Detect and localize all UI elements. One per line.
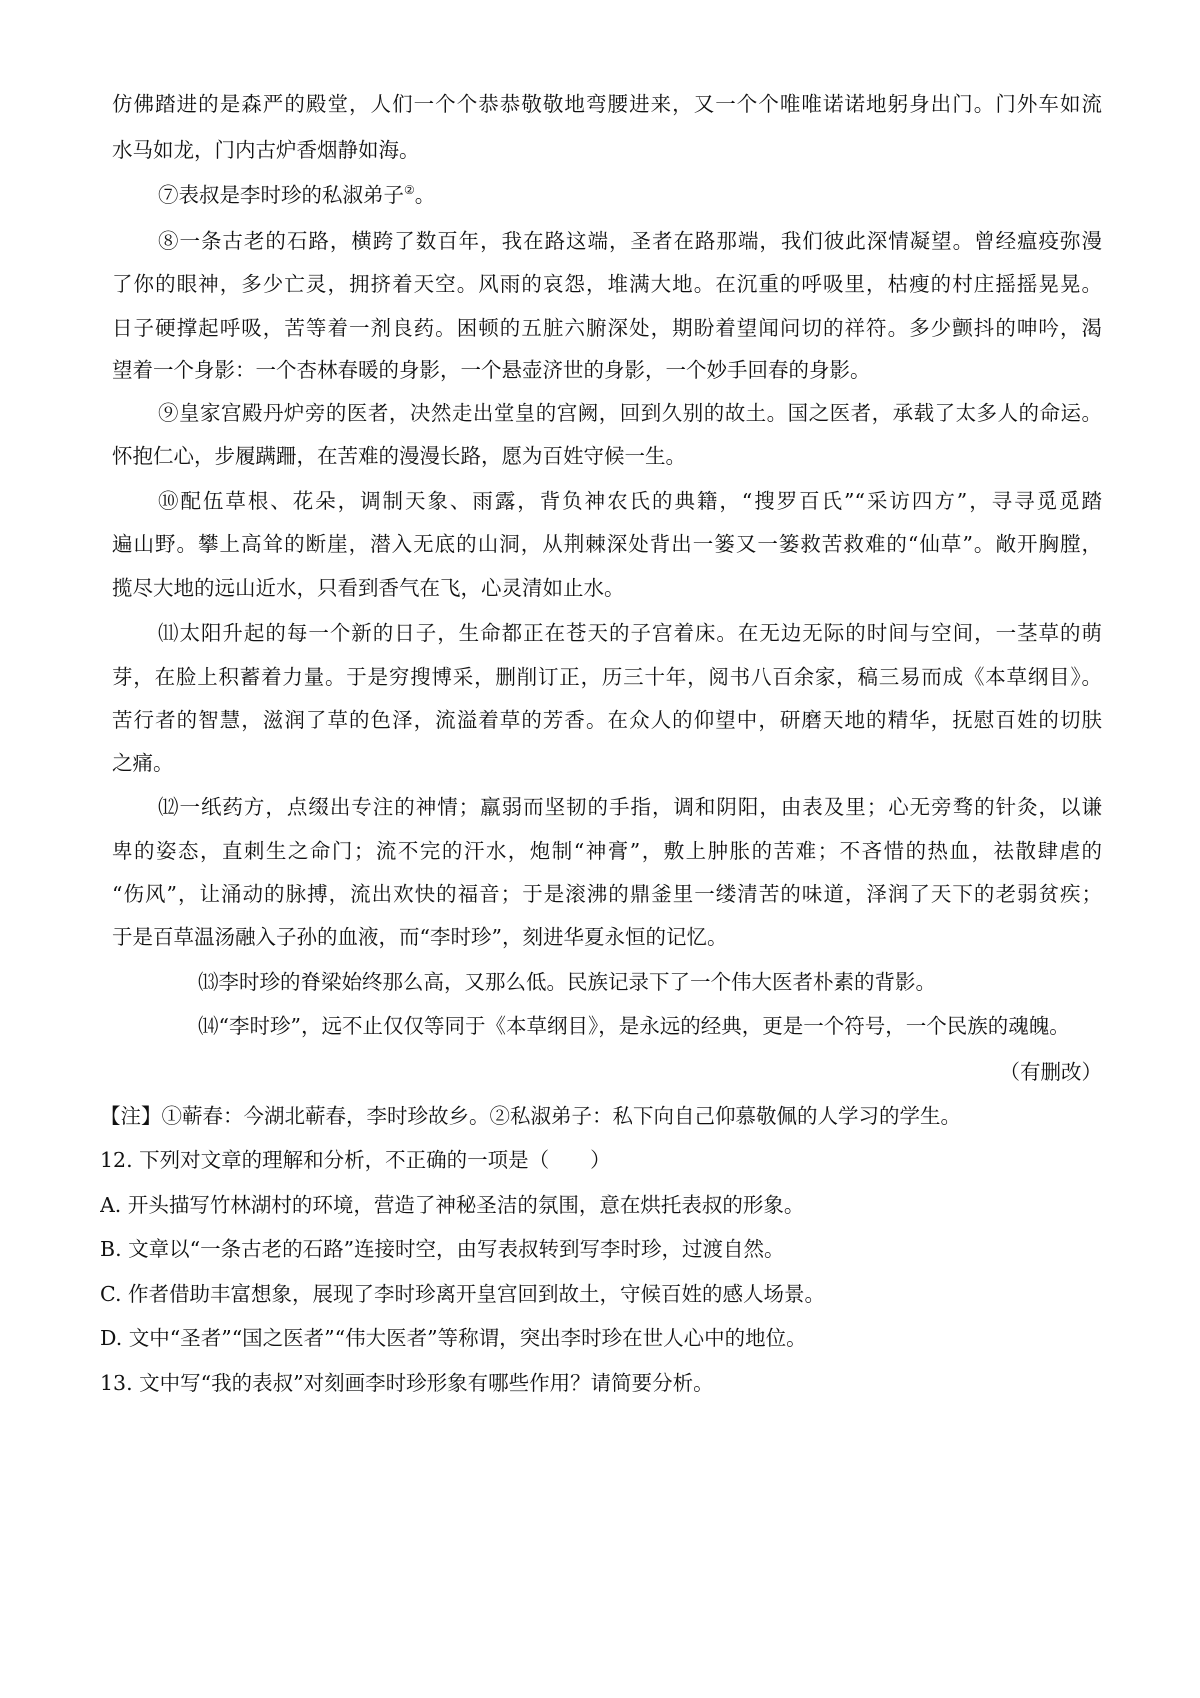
footnote-marker: ② xyxy=(404,183,415,198)
question-13: 13. 文中写“我的表叔”对刻画李时珍形象有哪些作用？请简要分析。 xyxy=(100,1371,714,1395)
paragraph-line: 了你的眼神，多少亡灵，拥挤着天空。风雨的哀怨，堆满大地。在沉重的呼吸里，枯瘦的村庄摇摇晃晃。 xyxy=(112,272,1102,296)
paragraph-text: ⑦表叔是李时珍的私淑弟子 xyxy=(158,183,404,207)
paragraph-line: “伤风”，让涌动的脉搏，流出欢快的福音；于是滚沸的鼎釜里一缕清苦的味道，泽润了天下的老弱贫疾； xyxy=(112,882,1102,906)
paragraph-line: ⒁“李时珍”，远不止仅仅等同于《本草纲目》，是永远的经典，更是一个符号，一个民族的魂魄。 xyxy=(198,1014,1070,1038)
paragraph-line: 日子硬撑起呼吸，苦等着一剂良药。困顿的五脏六腑深处，期盼着望闻问切的祥符。多少颤抖的呻吟，渴 xyxy=(112,316,1102,340)
paragraph-line: 芽，在脸上积蓄着力量。于是穷搜博采，删削订正，历三十年，阅书八百余家，稿三易而成《本草纲目》。 xyxy=(112,665,1102,689)
paragraph-line: ⑨皇家宫殿丹炉旁的医者，决然走出堂皇的宫阙，回到久别的故土。国之医者，承载了太多人的命运。 xyxy=(158,401,1102,425)
paragraph-line: 揽尽大地的远山近水，只看到香气在飞，心灵清如止水。 xyxy=(112,576,625,600)
paragraph-line: 于是百草温汤融入子孙的血液，而“李时珍”，刻进华夏永恒的记忆。 xyxy=(112,925,728,949)
option-a: A. 开头描写竹林湖村的环境，营造了神秘圣洁的氛围，意在烘托表叔的形象。 xyxy=(100,1193,805,1217)
annotation-note: 【注】①蕲春：今湖北蕲春，李时珍故乡。②私淑弟子：私下向自己仰慕敬佩的人学习的学生。 xyxy=(100,1104,961,1128)
paragraph-text: 。 xyxy=(414,183,436,207)
paragraph-line: ⑾太阳升起的每一个新的日子，生命都正在苍天的子宫着床。在无边无际的时间与空间，一茎草的萌 xyxy=(158,621,1102,645)
source-note: （有删改） xyxy=(999,1060,1102,1084)
paragraph-line: 之痛。 xyxy=(112,751,174,775)
paragraph-line: 怀抱仁心，步履蹒跚，在苦难的漫漫长路，愿为百姓守候一生。 xyxy=(112,444,686,468)
paragraph-line: ⑩配伍草根、花朵，调制天象、雨露，背负神农氏的典籍，“搜罗百氏”“采访四方”，寻寻觅觅踏 xyxy=(158,489,1102,513)
option-c: C. 作者借助丰富想象，展现了李时珍离开皇宫回到故土，守候百姓的感人场景。 xyxy=(100,1282,825,1306)
paragraph-line: ⑿一纸药方，点缀出专注的神情；羸弱而坚韧的手指，调和阴阳，由表及里；心无旁骛的针灸，以谦 xyxy=(158,795,1102,819)
paragraph-line xyxy=(158,180,1102,210)
paragraph-line: 望着一个身影：一个杏林春暖的身影，一个悬壶济世的身影，一个妙手回春的身影。 xyxy=(112,358,871,382)
paragraph-line: 苦行者的智慧，滋润了草的色泽，流溢着草的芳香。在众人的仰望中，研磨天地的精华，抚慰百姓的切肤 xyxy=(112,708,1102,732)
option-d: D. 文中“圣者”“国之医者”“伟大医者”等称谓，突出李时珍在世人心中的地位。 xyxy=(100,1326,807,1350)
paragraph-line: ⒀李时珍的脊梁始终那么高，又那么低。民族记录下了一个伟大医者朴素的背影。 xyxy=(198,970,936,994)
paragraph-line: 水马如龙，门内古炉香烟静如海。 xyxy=(112,138,420,162)
question-12: 12. 下列对文章的理解和分析，不正确的一项是（ ） xyxy=(100,1148,611,1172)
paragraph-line: 卑的姿态，直刺生之命门；流不完的汗水，炮制“神膏”，敷上肿胀的苦难；不吝惜的热血，祛散肆虐的 xyxy=(112,839,1102,863)
paragraph-line: 仿佛踏进的是森严的殿堂，人们一个个恭恭敬敬地弯腰进来，又一个个唯唯诺诺地躬身出门。门外车如流 xyxy=(112,92,1102,116)
option-b: B. 文章以“一条古老的石路”连接时空，由写表叔转到写李时珍，过渡自然。 xyxy=(100,1237,785,1261)
paragraph-line: 遍山野。攀上高耸的断崖，潜入无底的山洞，从荆棘深处背出一篓又一篓救苦救难的“仙草”。敞开胸膛， xyxy=(112,532,1102,556)
paragraph-line: ⑧一条古老的石路，横跨了数百年，我在路这端，圣者在路那端，我们彼此深情凝望。曾经瘟疫弥漫 xyxy=(158,229,1102,253)
